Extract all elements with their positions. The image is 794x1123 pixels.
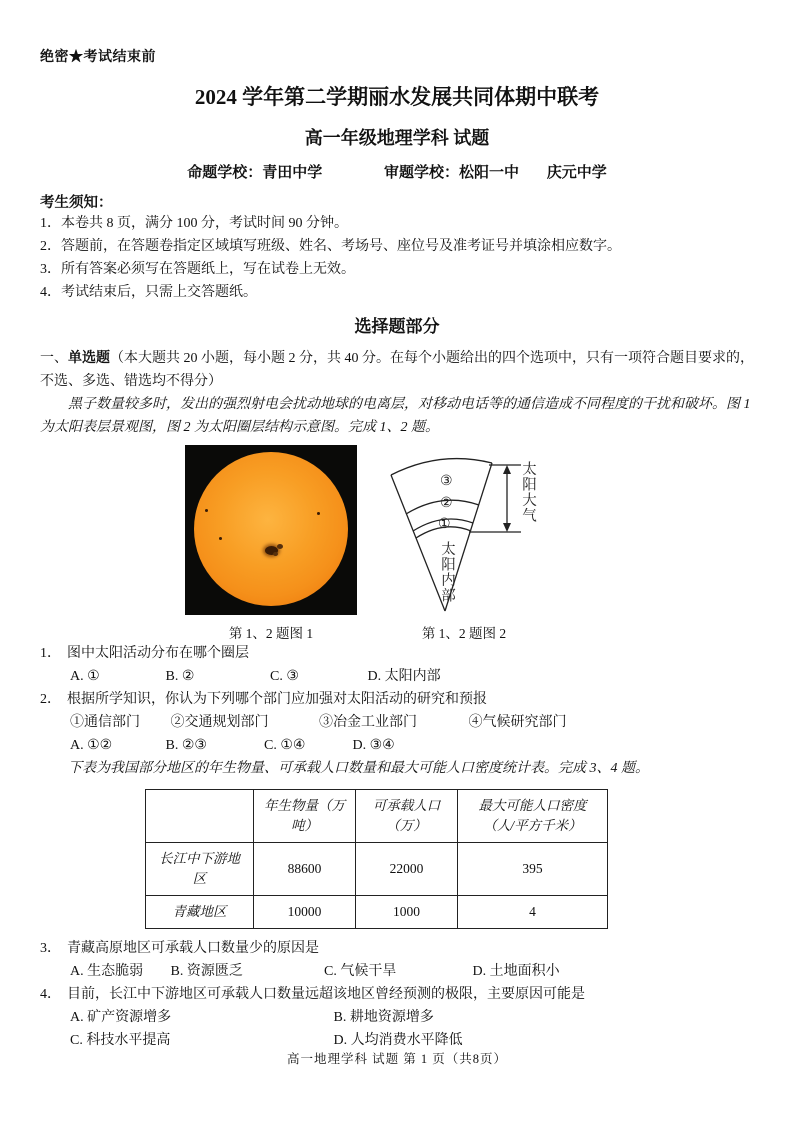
question-type-line — [40, 347, 754, 393]
sun-atmosphere-label: 太阳大气 — [520, 461, 536, 523]
qingzang-biomass: 10000 — [254, 896, 356, 929]
wedge-left-edge — [391, 475, 445, 611]
question-3-number: 3． — [40, 941, 61, 956]
question-1-text: 图中太阳活动分布在哪个圈层 — [67, 646, 249, 661]
question-3 — [40, 937, 754, 960]
population-capacity-table — [145, 789, 608, 929]
question-2-text: 根据所学知识，你认为下列哪个部门应加强对太阳活动的研究和预报 — [67, 692, 487, 707]
sun-structure-diagram — [385, 445, 543, 615]
figure-1 — [185, 445, 357, 642]
question-1-number: 1． — [40, 646, 61, 661]
q1-option-b: B. ② — [165, 669, 195, 684]
stimulus-paragraph-2: 下表为我国部分地区的年生物量、可承载人口数量和最大可能人口密度统计表。完成 3、4 题。 — [68, 761, 649, 776]
yangtze-capacity: 22000 — [356, 843, 458, 896]
question-3-options — [40, 960, 754, 983]
q3-option-a: A. 生态脆弱 — [70, 964, 144, 979]
notice-item-1: 1．本卷共 8 页，满分 100 分，考试时间 90 分钟。 — [40, 216, 348, 231]
question-1-options — [40, 665, 754, 688]
sunspot — [273, 552, 278, 556]
table-header-capacity: 可承载人口（万） — [356, 790, 458, 843]
q1-option-c: C. ③ — [270, 669, 299, 684]
stimulus-paragraph-1: 黑子数量较多时，发出的强烈射电会扰动地球的电离层，对移动电话等的通信造成不同程度的干扰和破坏。图 1 为太阳表层景观图，图 2 为太阳圈层结构示意图。完成 1、2 题。 — [40, 397, 751, 435]
layer-1-label: ① — [438, 517, 451, 532]
layer-3-label: ③ — [440, 474, 453, 489]
row-label-yangtze: 长江中下游地区 — [146, 843, 254, 896]
arrow-head-down — [503, 523, 511, 532]
reviewer-school: 审题学校：松阳一中 — [383, 165, 519, 181]
sun-disc — [194, 452, 348, 606]
section-heading: 选择题部分 — [354, 317, 440, 336]
q3-option-c: C. 气候干旱 — [324, 964, 397, 979]
question-4-text: 目前，长江中下游地区可承载人口数量远超该地区曾经预测的极限，主要原因可能是 — [67, 987, 585, 1002]
proposer-school: 命题学校：青田中学 — [187, 165, 323, 181]
row-label-qingzang: 青藏地区 — [146, 896, 254, 929]
question-3-text: 青藏高原地区可承载人口数量少的原因是 — [67, 941, 319, 956]
q1-option-a: A. ① — [70, 669, 100, 684]
table-header-empty — [146, 790, 254, 843]
question-1 — [40, 642, 754, 665]
sunspot — [317, 512, 320, 515]
notice-item-2: 2．答题前，在答题卷指定区域填写班级、姓名、考场号、座位号及准考证号并填涂相应数字。 — [40, 239, 621, 254]
notice-heading: 考生须知： — [40, 195, 113, 211]
q4-option-d: D. 人均消费水平降低 — [333, 1033, 463, 1048]
q3-option-b: B. 资源匮乏 — [170, 964, 243, 979]
yangtze-biomass: 88600 — [254, 843, 356, 896]
question-4-number: 4． — [40, 987, 61, 1002]
q2-option-d: D. ③④ — [352, 738, 395, 753]
q2-subitem-4: ④气候研究部门 — [468, 715, 567, 730]
question-type-prefix: 一、 — [40, 351, 68, 366]
q4-option-b: B. 耕地资源增多 — [333, 1010, 434, 1025]
exam-subtitle: 高一年级地理学科 试题 — [304, 128, 490, 148]
reviewer-school-2: 庆元中学 — [546, 165, 607, 181]
question-4 — [40, 983, 754, 1006]
table-header-biomass: 年生物量（万吨） — [254, 790, 356, 843]
q3-option-d: D. 土地面积小 — [472, 964, 560, 979]
notice-item-4: 4．考试结束后，只需上交答题纸。 — [40, 285, 257, 300]
sunspot — [205, 509, 208, 512]
q2-option-a: A. ①② — [70, 738, 113, 753]
question-2-number: 2． — [40, 692, 61, 707]
question-type-name: 单选题 — [68, 351, 110, 366]
question-4-options-ab — [40, 1006, 754, 1029]
sun-interior-label: 太阳内部 — [439, 541, 455, 603]
q2-option-c: C. ①④ — [264, 738, 306, 753]
question-2-subitems — [40, 711, 754, 734]
notice-item-3: 3．所有答案必须写在答题纸上，写在试卷上无效。 — [40, 262, 355, 277]
table-row — [146, 843, 608, 896]
q4-option-a: A. 矿产资源增多 — [70, 1010, 172, 1025]
exam-title: 2024 学年第二学期丽水发展共同体期中联考 — [194, 85, 600, 109]
wedge-outer-arc — [391, 459, 492, 475]
table-row — [146, 896, 608, 929]
sunspot — [277, 544, 283, 549]
qingzang-capacity: 1000 — [356, 896, 458, 929]
qingzang-density: 4 — [458, 896, 608, 929]
question-type-rules: （本大题共 20 小题，每小题 2 分，共 40 分。在每个小题给出的四个选项中，只有一项符合题目要求的，不选、多选、错选均不得分） — [40, 351, 754, 389]
q4-option-c: C. 科技水平提高 — [70, 1033, 171, 1048]
yangtze-density: 395 — [458, 843, 608, 896]
figure-2 — [385, 445, 543, 642]
school-line — [40, 161, 754, 182]
security-notice: 绝密★考试结束前 — [40, 50, 156, 65]
sun-photo — [185, 445, 357, 615]
layer-2-label: ② — [440, 496, 453, 511]
q2-option-b: B. ②③ — [165, 738, 207, 753]
table-header-row — [146, 790, 608, 843]
question-2-options — [40, 734, 754, 757]
sunspot — [219, 537, 222, 540]
table-header-density: 最大可能人口密度（人/平方千米） — [458, 790, 608, 843]
page-footer: 高一地理学科 试题 第 1 页（共8页） — [286, 1052, 507, 1066]
q2-subitem-1: ①通信部门 — [70, 715, 140, 730]
q2-subitem-2: ②交通规划部门 — [170, 715, 269, 730]
figure-2-caption: 第 1、2 题图 2 — [421, 626, 507, 641]
question-2 — [40, 688, 754, 711]
q1-option-d: D. 太阳内部 — [367, 669, 441, 684]
figure-row — [185, 445, 754, 642]
arrow-head-up — [503, 465, 511, 474]
figure-1-caption: 第 1、2 题图 1 — [228, 626, 314, 641]
q2-subitem-3: ③冶金工业部门 — [319, 715, 417, 730]
